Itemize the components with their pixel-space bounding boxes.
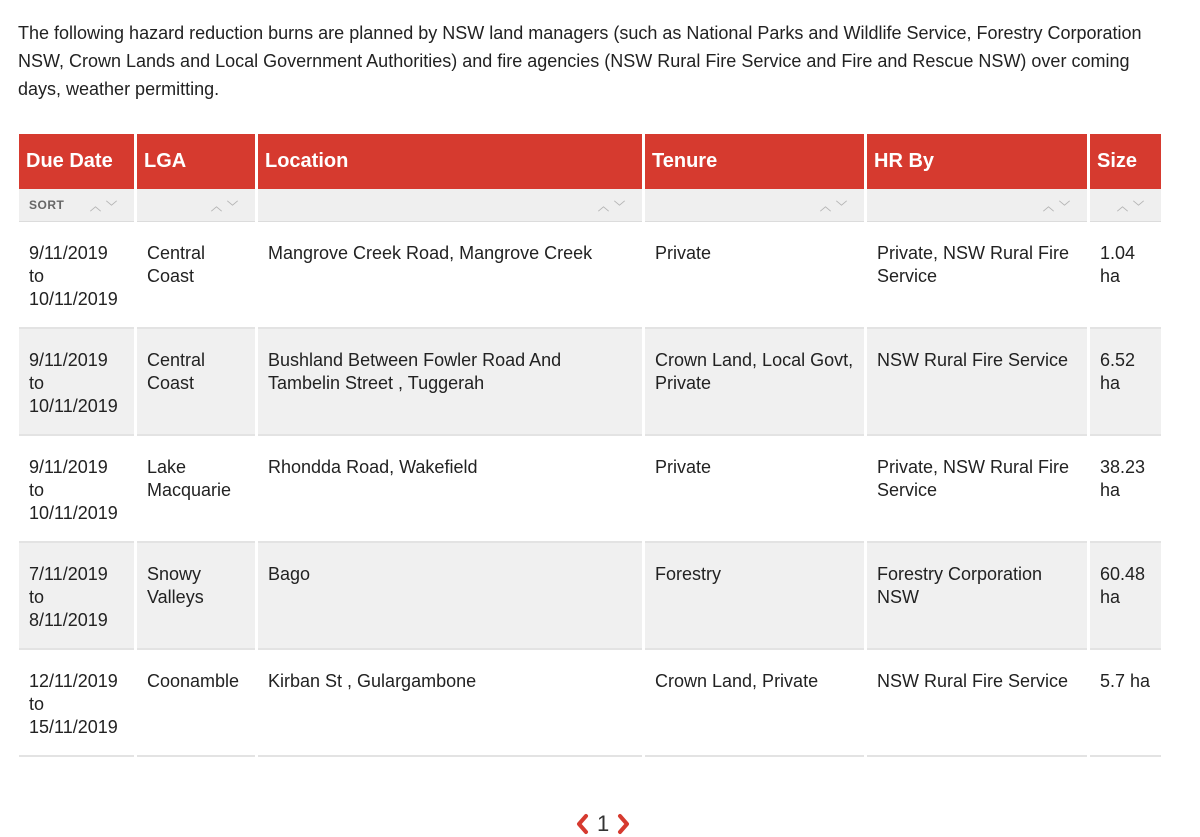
cell-lga: Central Coast <box>137 222 255 329</box>
sort-label: SORT <box>29 198 65 212</box>
sort-arrows-icon[interactable]: ︿﹀ <box>211 201 243 213</box>
header-location[interactable]: Location <box>258 134 642 189</box>
cell-location: Rhondda Road, Wakefield <box>258 436 642 543</box>
cell-tenure: Private <box>645 436 864 543</box>
sort-row <box>19 189 1161 222</box>
header-due-date[interactable]: Due Date <box>19 134 134 189</box>
sort-arrows-icon[interactable]: ︿﹀ <box>598 201 630 213</box>
cell-tenure: Private <box>645 222 864 329</box>
cell-size: 6.52 ha <box>1090 329 1161 436</box>
pagination <box>575 810 631 837</box>
cell-location: Kirban St , Gulargambone <box>258 650 642 757</box>
cell-due-date: 9/11/2019 to 10/11/2019 <box>19 329 134 436</box>
cell-size: 1.04 ha <box>1090 222 1161 329</box>
header-row <box>19 134 1161 189</box>
header-tenure[interactable]: Tenure <box>645 134 864 189</box>
header-hr-by[interactable]: HR By <box>867 134 1087 189</box>
hazard-reduction-table <box>16 134 1164 757</box>
sort-arrows-icon[interactable]: ︿﹀ <box>820 201 852 213</box>
cell-lga: Lake Macquarie <box>137 436 255 543</box>
cell-size: 38.23 ha <box>1090 436 1161 543</box>
cell-lga: Snowy Valleys <box>137 543 255 650</box>
sort-arrows-icon[interactable]: ︿﹀ <box>1043 201 1075 213</box>
cell-hr-by: Private, NSW Rural Fire Service <box>867 436 1087 543</box>
sort-cell-location <box>258 189 642 222</box>
cell-size: 5.7 ha <box>1090 650 1161 757</box>
chevron-right-icon[interactable] <box>617 813 631 835</box>
sort-cell-tenure <box>645 189 864 222</box>
cell-tenure: Crown Land, Private <box>645 650 864 757</box>
chevron-left-icon[interactable] <box>575 813 589 835</box>
cell-hr-by: NSW Rural Fire Service <box>867 329 1087 436</box>
header-size[interactable]: Size <box>1090 134 1161 189</box>
sort-cell-hr-by <box>867 189 1087 222</box>
cell-location: Bago <box>258 543 642 650</box>
sort-cell-lga <box>137 189 255 222</box>
cell-hr-by: NSW Rural Fire Service <box>867 650 1087 757</box>
table-row <box>19 543 1161 650</box>
cell-tenure: Forestry <box>645 543 864 650</box>
cell-hr-by: Private, NSW Rural Fire Service <box>867 222 1087 329</box>
cell-due-date: 9/11/2019 to 10/11/2019 <box>19 222 134 329</box>
cell-due-date: 12/11/2019 to 15/11/2019 <box>19 650 134 757</box>
cell-location: Mangrove Creek Road, Mangrove Creek <box>258 222 642 329</box>
cell-tenure: Crown Land, Local Govt, Private <box>645 329 864 436</box>
cell-lga: Central Coast <box>137 329 255 436</box>
cell-location: Bushland Between Fowler Road And Tambelin Street , Tuggerah <box>258 329 642 436</box>
current-page-number[interactable]: 1 <box>597 810 610 836</box>
intro-text: The following hazard reduction burns are planned by NSW land managers (such as National Parks and Wildlife Service, Forestry Corporation NSW, Crown Lands and Local Government Authorities) and fire agencies (NSW Rural Fire Service and Fire and Rescue NSW) over coming days, weather permitting. <box>18 23 1142 99</box>
table-row <box>19 436 1161 543</box>
cell-due-date: 7/11/2019 to 8/11/2019 <box>19 543 134 650</box>
sort-cell-due-date <box>19 189 134 222</box>
sort-cell-size <box>1090 189 1161 222</box>
table-row <box>19 650 1161 757</box>
header-lga[interactable]: LGA <box>137 134 255 189</box>
cell-lga: Coonamble <box>137 650 255 757</box>
table-row <box>19 222 1161 329</box>
cell-size: 60.48 ha <box>1090 543 1161 650</box>
sort-arrows-icon[interactable]: ︿﹀ <box>90 201 122 213</box>
sort-arrows-icon[interactable]: ︿﹀ <box>1117 201 1149 213</box>
cell-due-date: 9/11/2019 to 10/11/2019 <box>19 436 134 543</box>
cell-hr-by: Forestry Corporation NSW <box>867 543 1087 650</box>
table-row <box>19 329 1161 436</box>
